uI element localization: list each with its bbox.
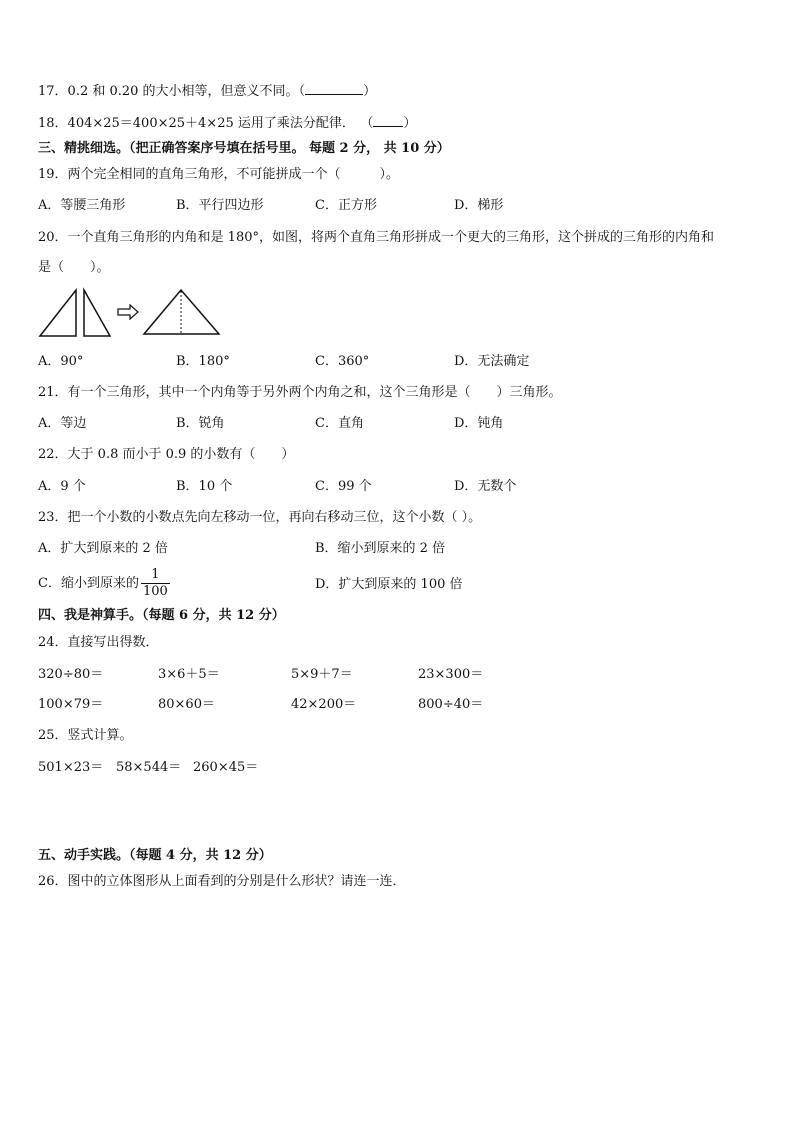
answer-blank-18[interactable] xyxy=(373,114,403,127)
q20-option-b[interactable]: B．180° xyxy=(176,354,230,369)
question-25-text: 25．竖式计算。 xyxy=(38,728,133,743)
calc-item: 800÷40＝ xyxy=(418,697,484,712)
q20-option-a[interactable]: A．90° xyxy=(38,354,84,369)
question-21-text: 21．有一个三角形，其中一个内角等于另外两个内角之和，这个三角形是（ ）三角形。 xyxy=(38,385,562,400)
q23-option-a[interactable]: A．扩大到原来的 2 倍 xyxy=(38,541,168,556)
calc-item: 23×300＝ xyxy=(418,667,484,682)
q19-option-b[interactable]: B．平行四边形 xyxy=(176,198,264,213)
q22-option-c[interactable]: C．99 个 xyxy=(315,479,372,494)
question-17: 17．0.2 和 0.20 的大小相等，但意义不同。（ ） xyxy=(38,84,377,99)
calc-item: 320÷80＝ xyxy=(38,667,104,682)
question-22-text: 22．大于 0.8 而小于 0.9 的小数有（ ） xyxy=(38,447,295,462)
q22-option-d[interactable]: D．无数个 xyxy=(454,479,517,494)
calc-item: 3×6＋5＝ xyxy=(158,667,220,682)
vertical-calc-item: 260×45＝ xyxy=(193,760,259,775)
q23-option-d[interactable]: D．扩大到原来的 100 倍 xyxy=(315,577,463,592)
q22-option-b[interactable]: B．10 个 xyxy=(176,479,233,494)
hollow-right-arrow-icon xyxy=(118,305,138,319)
question-20-line2: 是（ ）。 xyxy=(38,260,110,275)
vertical-calc-item: 501×23＝ xyxy=(38,760,104,775)
section-4-title: 四、我是神算手。（每题 6 分，共 12 分） xyxy=(38,608,285,623)
q22-option-a[interactable]: A．9 个 xyxy=(38,479,86,494)
calc-item: 100×79＝ xyxy=(38,697,104,712)
section-3-title: 三、精挑细选。（把正确答案序号填在括号里。 每题 2 分， 共 10 分） xyxy=(38,141,450,156)
right-triangle-left xyxy=(40,290,76,336)
q23-option-c[interactable]: C．缩小到原来的 $\frac{1}{100}$ xyxy=(38,567,168,599)
question-17-text: 17．0.2 和 0.20 的大小相等，但意义不同。 xyxy=(38,84,299,99)
q19-option-a[interactable]: A．等腰三角形 xyxy=(38,198,126,213)
question-23-text: 23．把一个小数的小数点先向左移动一位，再向右移动三位，这个小数（ ）。 xyxy=(38,510,482,525)
question-18-text: 18．404×25＝400×25＋4×25 运用了乘法分配律． xyxy=(38,116,355,131)
q21-option-b[interactable]: B．锐角 xyxy=(176,416,225,431)
q19-option-c[interactable]: C．正方形 xyxy=(315,198,377,213)
calc-item: 80×60＝ xyxy=(158,697,215,712)
question-26-text: 26．图中的立体图形从上面看到的分别是什么形状？请连一连． xyxy=(38,874,406,889)
calc-item: 42×200＝ xyxy=(291,697,357,712)
right-triangle-right xyxy=(84,290,110,336)
calc-item: 5×9＋7＝ xyxy=(291,667,353,682)
answer-blank-17[interactable] xyxy=(305,82,363,95)
fraction-one-hundredth: $\frac{1}{100}$ xyxy=(142,567,168,599)
q21-option-a[interactable]: A．等边 xyxy=(38,416,87,431)
triangles-figure xyxy=(38,286,228,340)
q21-option-d[interactable]: D．钝角 xyxy=(454,416,504,431)
q20-option-c[interactable]: C．360° xyxy=(315,354,370,369)
question-20-line1: 20．一个直角三角形的内角和是 180°，如图，将两个直角三角形拼成一个更大的三角形，这个拼成的三角形的内角和 xyxy=(38,230,714,245)
question-24-text: 24．直接写出得数． xyxy=(38,635,159,650)
question-19-text: 19．两个完全相同的直角三角形，不可能拼成一个（ ）。 xyxy=(38,167,400,182)
q20-option-d[interactable]: D．无法确定 xyxy=(454,354,530,369)
question-18: 18．404×25＝400×25＋4×25 运用了乘法分配律． （ ） xyxy=(38,116,417,131)
section-5-title: 五、动手实践。（每题 4 分，共 12 分） xyxy=(38,848,272,863)
q21-option-c[interactable]: C．直角 xyxy=(315,416,364,431)
q19-option-d[interactable]: D．梯形 xyxy=(454,198,504,213)
q23-option-b[interactable]: B．缩小到原来的 2 倍 xyxy=(315,541,446,556)
vertical-calc-item: 58×544＝ xyxy=(116,760,182,775)
